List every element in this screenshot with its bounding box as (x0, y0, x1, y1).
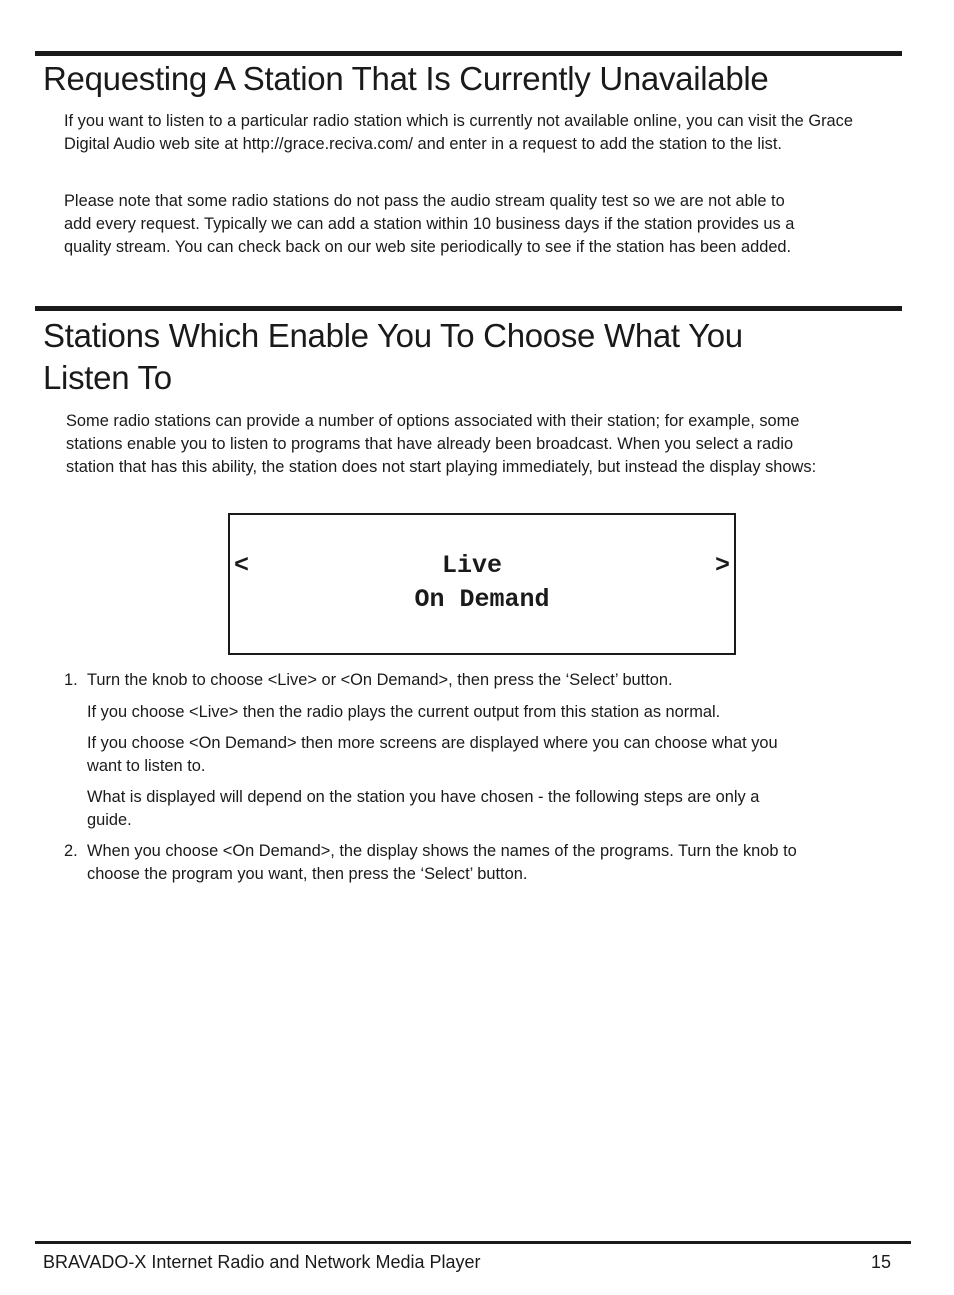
step-note-live: If you choose <Live> then the radio plays the current output from this station as normal. (87, 703, 721, 721)
step-text: Turn the knob to choose <Live> or <On Demand>, then press the ‘Select’ button. (87, 671, 673, 689)
display-option-on-demand: On Demand (414, 585, 550, 614)
paragraph-request-info: If you want to listen to a particular radio station which is currently not available online, you can visit the Grace Digital Audio web site at http://grace.reciva.com/ and enter in a request to add the station to the list. (64, 112, 853, 153)
radio-display-screen (228, 513, 736, 655)
step-note-on-demand: If you choose <On Demand> then more screens are displayed where you can choose what you want to listen to. (87, 734, 778, 775)
step-note-guide: What is displayed will depend on the station you have chosen - the following steps are only a guide. (87, 788, 760, 829)
paragraph-quality-note: Please note that some radio stations do not pass the audio stream quality test so we are not able to add every request. Typically we can add a station within 10 business days if the station provides us a quality stream. You can check back on our web site periodically to see if the station has been added. (64, 192, 795, 256)
page-number: 15 (871, 1252, 892, 1272)
section-divider-top (35, 51, 902, 56)
step-text: When you choose <On Demand>, the display shows the names of the programs. Turn the knob to choose the program you want, then press the ‘Select’ button. (87, 842, 797, 883)
display-left-arrow-icon: < (234, 551, 250, 580)
display-option-live: Live (441, 551, 502, 580)
footer-divider (35, 1241, 911, 1244)
step-number: 2. (64, 842, 78, 860)
section-title-requesting-station: Requesting A Station That Is Currently Unavailable (43, 60, 769, 97)
section-title-choose-what-you-listen: Stations Which Enable You To Choose What You Listen To (43, 317, 743, 396)
display-right-arrow-icon: > (714, 551, 730, 580)
section-divider-middle (35, 306, 902, 311)
footer-product-name: BRAVADO-X Internet Radio and Network Media Player (43, 1252, 481, 1272)
paragraph-stations-intro: Some radio stations can provide a number of options associated with their station; for example, some stations enable you to listen to programs that have already been broadcast. When you select a radio station that has this ability, the station does not start playing immediately, but instead the display shows: (66, 412, 817, 476)
step-number: 1. (64, 671, 78, 689)
